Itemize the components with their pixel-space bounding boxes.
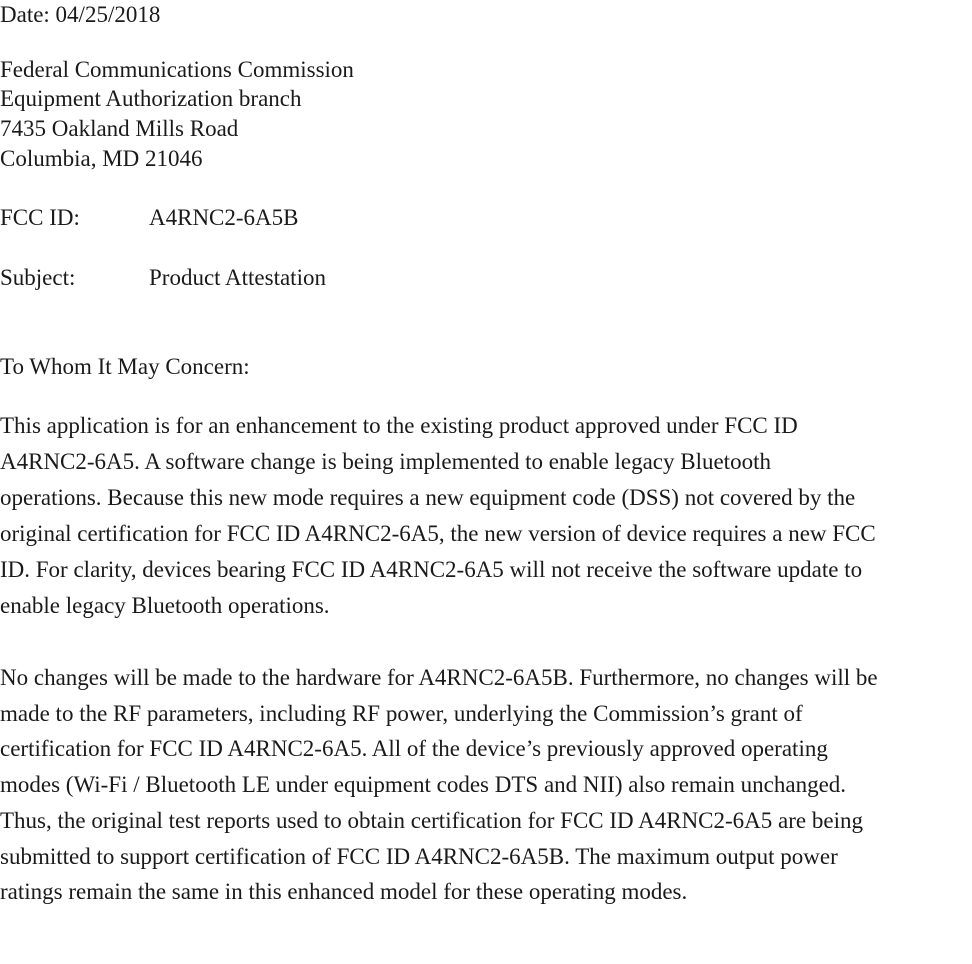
paragraph-line: certification for FCC ID A4RNC2-6A5. All of the device’s previously approved operating: [0, 736, 828, 761]
paragraph-line: ratings remain the same in this enhanced model for these operating modes.: [0, 879, 688, 904]
salutation: To Whom It May Concern:: [0, 354, 250, 379]
address-line: Equipment Authorization branch: [0, 86, 302, 111]
address-line: Federal Communications Commission: [0, 57, 354, 82]
fcc-id-value: A4RNC2-6A5B: [149, 205, 299, 230]
subject-label: Subject:: [0, 265, 76, 290]
paragraph-line: No changes will be made to the hardware for A4RNC2-6A5B. Furthermore, no changes will be: [0, 665, 878, 690]
fcc-id-label: FCC ID:: [0, 205, 80, 230]
date-line: Date: 04/25/2018: [0, 2, 161, 27]
paragraph-line: submitted to support certification of FCC ID A4RNC2-6A5B. The maximum output power: [0, 844, 838, 869]
subject-value: Product Attestation: [149, 265, 326, 290]
address-line: 7435 Oakland Mills Road: [0, 116, 239, 141]
address-line: Columbia, MD 21046: [0, 146, 203, 171]
paragraph-line: A4RNC2-6A5. A software change is being implemented to enable legacy Bluetooth: [0, 449, 771, 474]
paragraph-line: This application is for an enhancement to the existing product approved under FCC ID: [0, 413, 798, 438]
paragraph-line: operations. Because this new mode requires a new equipment code (DSS) not covered by the: [0, 485, 856, 510]
paragraph-line: Thus, the original test reports used to obtain certification for FCC ID A4RNC2-6A5 are being: [0, 808, 863, 833]
paragraph-line: made to the RF parameters, including RF power, underlying the Commission’s grant of: [0, 701, 803, 726]
paragraph-line: original certification for FCC ID A4RNC2-6A5, the new version of device requires a new FCC: [0, 521, 876, 546]
paragraph-line: enable legacy Bluetooth operations.: [0, 593, 330, 618]
paragraph-line: modes (Wi-Fi / Bluetooth LE under equipment codes DTS and NII) also remain unchanged.: [0, 772, 847, 797]
paragraph-line: ID. For clarity, devices bearing FCC ID A4RNC2-6A5 will not receive the software update to: [0, 557, 863, 582]
